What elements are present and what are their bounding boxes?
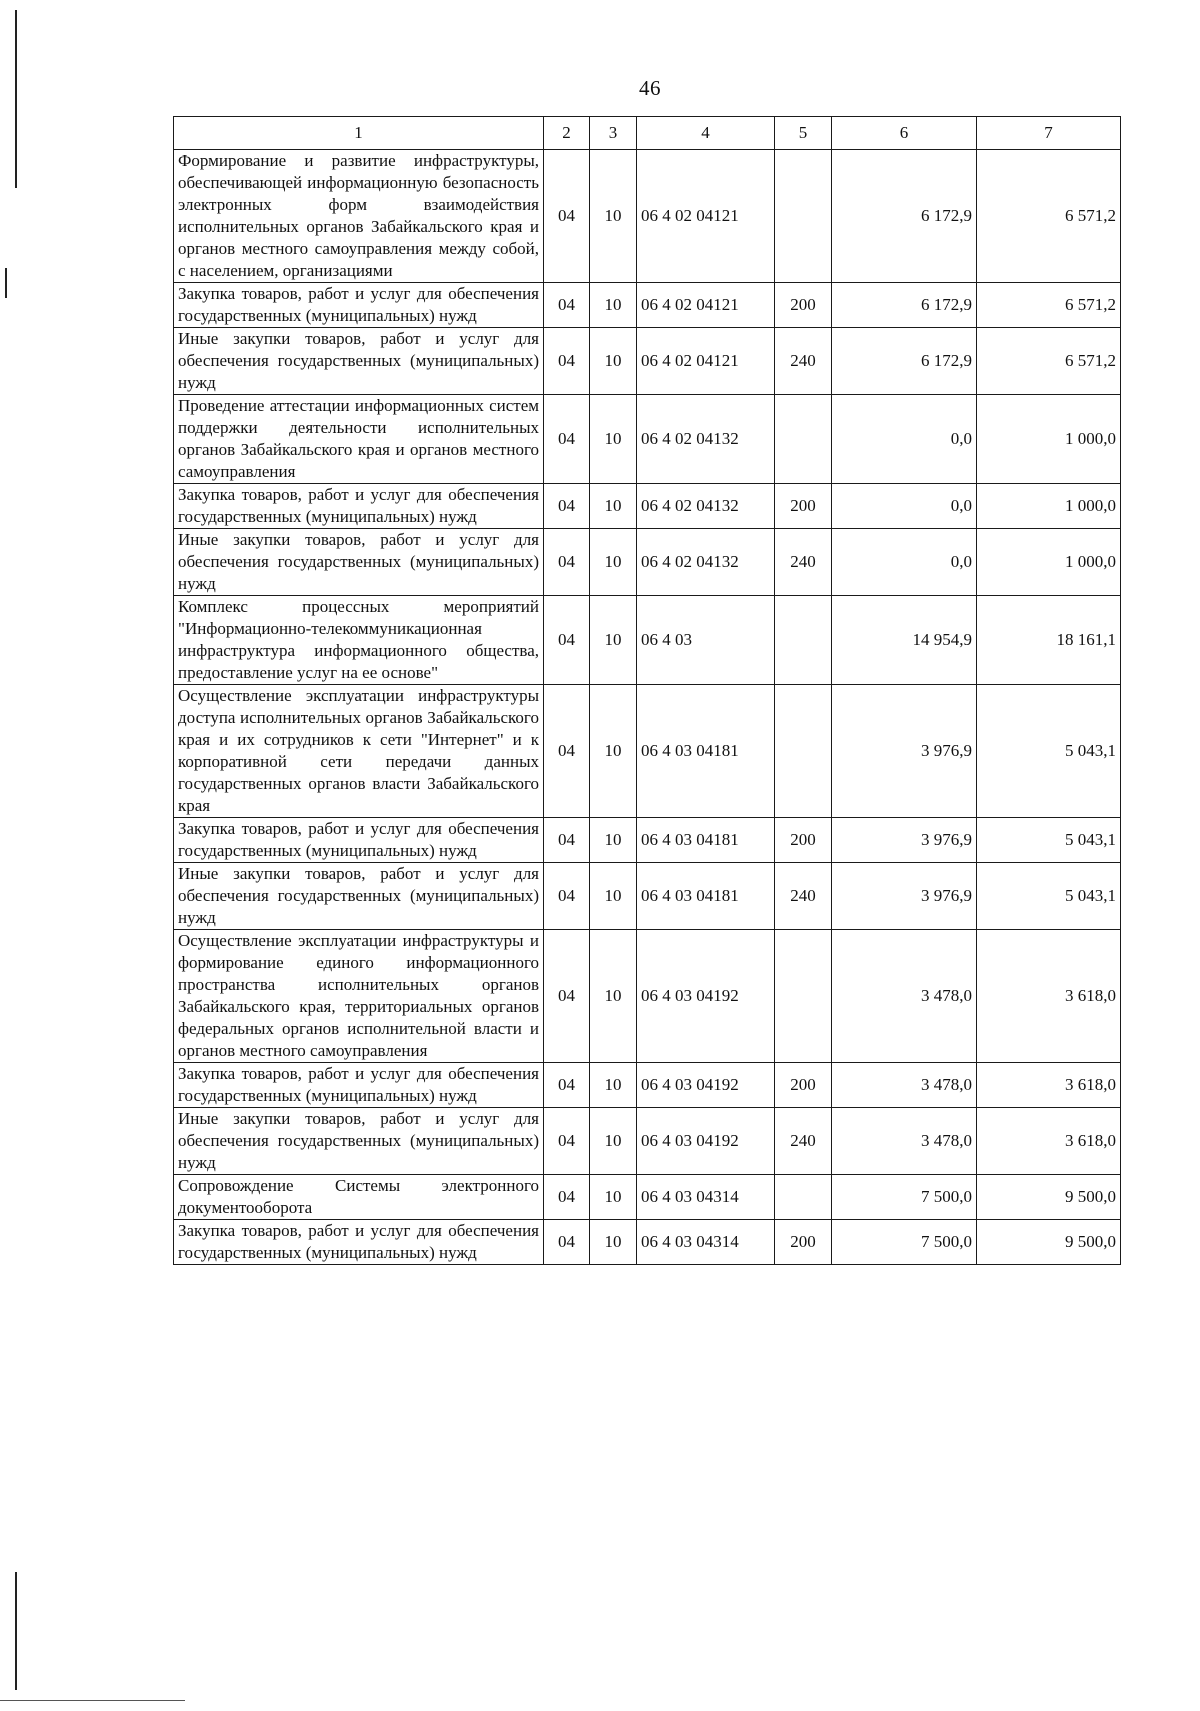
row-target-article-cell: 06 4 03 bbox=[637, 596, 775, 685]
row-section-cell: 04 bbox=[544, 1063, 590, 1108]
table-body bbox=[174, 150, 1121, 1265]
row-name-cell: Закупка товаров, работ и услуг для обеспечения государственных (муниципальных) нужд bbox=[174, 1063, 544, 1108]
row-amount-year1-cell: 0,0 bbox=[832, 484, 977, 529]
row-section-cell: 04 bbox=[544, 484, 590, 529]
row-amount-year2-cell: 5 043,1 bbox=[977, 818, 1121, 863]
row-section-cell: 04 bbox=[544, 1108, 590, 1175]
table-row bbox=[174, 150, 1121, 283]
row-section-cell: 04 bbox=[544, 283, 590, 328]
row-subsection-cell: 10 bbox=[590, 1175, 637, 1220]
row-amount-year2-cell: 6 571,2 bbox=[977, 328, 1121, 395]
row-amount-year1-cell: 0,0 bbox=[832, 529, 977, 596]
column-header: 4 bbox=[637, 117, 775, 150]
row-expense-type-cell: 200 bbox=[775, 818, 832, 863]
row-target-article-cell: 06 4 03 04181 bbox=[637, 818, 775, 863]
row-subsection-cell: 10 bbox=[590, 1108, 637, 1175]
row-subsection-cell: 10 bbox=[590, 283, 637, 328]
row-amount-year2-cell: 5 043,1 bbox=[977, 685, 1121, 818]
row-name-cell: Формирование и развитие инфраструктуры, обеспечивающей информационную безопасность электронных форм взаимодействия исполнительных органов Забайкальского края и органов местного самоуправления между собой, с населением, организациями bbox=[174, 150, 544, 283]
row-target-article-cell: 06 4 03 04192 bbox=[637, 1108, 775, 1175]
row-subsection-cell: 10 bbox=[590, 484, 637, 529]
row-name-cell: Проведение аттестации информационных систем поддержки деятельности исполнительных органов Забайкальского края и органов местного самоуправления bbox=[174, 395, 544, 484]
column-header: 1 bbox=[174, 117, 544, 150]
table-row bbox=[174, 863, 1121, 930]
table-row bbox=[174, 1175, 1121, 1220]
row-amount-year1-cell: 3 478,0 bbox=[832, 1108, 977, 1175]
row-section-cell: 04 bbox=[544, 596, 590, 685]
row-subsection-cell: 10 bbox=[590, 529, 637, 596]
row-amount-year2-cell: 3 618,0 bbox=[977, 1108, 1121, 1175]
row-name-cell: Осуществление эксплуатации инфраструктуры и формирование единого информационного пространства исполнительных органов Забайкальского края, территориальных органов федеральных органов исполнительной власти и органов местного самоуправления bbox=[174, 930, 544, 1063]
row-name-cell: Закупка товаров, работ и услуг для обеспечения государственных (муниципальных) нужд bbox=[174, 1220, 544, 1265]
row-subsection-cell: 10 bbox=[590, 818, 637, 863]
table-row bbox=[174, 1063, 1121, 1108]
row-target-article-cell: 06 4 03 04181 bbox=[637, 863, 775, 930]
row-expense-type-cell bbox=[775, 685, 832, 818]
row-expense-type-cell bbox=[775, 1175, 832, 1220]
row-name-cell: Комплекс процессных мероприятий "Информационно-телекоммуникационная инфраструктура информационного общества, предоставление услуг на ее основе" bbox=[174, 596, 544, 685]
row-subsection-cell: 10 bbox=[590, 328, 637, 395]
row-amount-year1-cell: 3 976,9 bbox=[832, 863, 977, 930]
row-section-cell: 04 bbox=[544, 863, 590, 930]
row-target-article-cell: 06 4 03 04192 bbox=[637, 1063, 775, 1108]
row-amount-year2-cell: 18 161,1 bbox=[977, 596, 1121, 685]
row-name-cell: Сопровождение Системы электронного документооборота bbox=[174, 1175, 544, 1220]
row-subsection-cell: 10 bbox=[590, 1220, 637, 1265]
row-target-article-cell: 06 4 02 04121 bbox=[637, 283, 775, 328]
table-row bbox=[174, 1108, 1121, 1175]
row-amount-year2-cell: 6 571,2 bbox=[977, 283, 1121, 328]
row-section-cell: 04 bbox=[544, 395, 590, 484]
row-subsection-cell: 10 bbox=[590, 395, 637, 484]
row-name-cell: Иные закупки товаров, работ и услуг для обеспечения государственных (муниципальных) нужд bbox=[174, 863, 544, 930]
row-amount-year2-cell: 6 571,2 bbox=[977, 150, 1121, 283]
table-row bbox=[174, 1220, 1121, 1265]
row-target-article-cell: 06 4 03 04181 bbox=[637, 685, 775, 818]
table-row bbox=[174, 685, 1121, 818]
row-amount-year1-cell: 6 172,9 bbox=[832, 150, 977, 283]
row-target-article-cell: 06 4 03 04314 bbox=[637, 1175, 775, 1220]
row-amount-year1-cell: 3 478,0 bbox=[832, 1063, 977, 1108]
row-target-article-cell: 06 4 02 04132 bbox=[637, 395, 775, 484]
row-amount-year2-cell: 1 000,0 bbox=[977, 484, 1121, 529]
row-expense-type-cell: 240 bbox=[775, 529, 832, 596]
row-name-cell: Иные закупки товаров, работ и услуг для обеспечения государственных (муниципальных) нужд bbox=[174, 1108, 544, 1175]
scan-edge-line-mid bbox=[5, 268, 7, 298]
column-header: 7 bbox=[977, 117, 1121, 150]
row-section-cell: 04 bbox=[544, 328, 590, 395]
row-expense-type-cell: 240 bbox=[775, 863, 832, 930]
row-name-cell: Закупка товаров, работ и услуг для обеспечения государственных (муниципальных) нужд bbox=[174, 484, 544, 529]
row-amount-year2-cell: 3 618,0 bbox=[977, 930, 1121, 1063]
scan-edge-line-bottom bbox=[15, 1572, 17, 1690]
row-target-article-cell: 06 4 03 04314 bbox=[637, 1220, 775, 1265]
row-expense-type-cell bbox=[775, 150, 832, 283]
row-amount-year2-cell: 1 000,0 bbox=[977, 529, 1121, 596]
row-expense-type-cell bbox=[775, 930, 832, 1063]
row-target-article-cell: 06 4 03 04192 bbox=[637, 930, 775, 1063]
row-amount-year2-cell: 5 043,1 bbox=[977, 863, 1121, 930]
row-name-cell: Осуществление эксплуатации инфраструктуры доступа исполнительных органов Забайкальского края и их сотрудников к сети "Интернет" и к корпоративной сети передачи данных государственных органов власти Забайкальского края bbox=[174, 685, 544, 818]
row-target-article-cell: 06 4 02 04121 bbox=[637, 150, 775, 283]
column-header: 6 bbox=[832, 117, 977, 150]
table-row bbox=[174, 395, 1121, 484]
row-target-article-cell: 06 4 02 04132 bbox=[637, 529, 775, 596]
table-row bbox=[174, 930, 1121, 1063]
row-name-cell: Иные закупки товаров, работ и услуг для обеспечения государственных (муниципальных) нужд bbox=[174, 529, 544, 596]
row-expense-type-cell: 200 bbox=[775, 283, 832, 328]
table-row bbox=[174, 484, 1121, 529]
table-row bbox=[174, 328, 1121, 395]
row-section-cell: 04 bbox=[544, 1175, 590, 1220]
row-amount-year1-cell: 6 172,9 bbox=[832, 328, 977, 395]
row-expense-type-cell: 200 bbox=[775, 1220, 832, 1265]
row-name-cell: Иные закупки товаров, работ и услуг для обеспечения государственных (муниципальных) нужд bbox=[174, 328, 544, 395]
row-section-cell: 04 bbox=[544, 930, 590, 1063]
header-row bbox=[174, 117, 1121, 150]
row-section-cell: 04 bbox=[544, 818, 590, 863]
page-number: 46 bbox=[639, 76, 661, 100]
row-expense-type-cell: 240 bbox=[775, 328, 832, 395]
scan-footer-line bbox=[0, 1700, 185, 1701]
table-row bbox=[174, 529, 1121, 596]
row-amount-year2-cell: 9 500,0 bbox=[977, 1175, 1121, 1220]
row-section-cell: 04 bbox=[544, 150, 590, 283]
row-amount-year2-cell: 3 618,0 bbox=[977, 1063, 1121, 1108]
column-header: 5 bbox=[775, 117, 832, 150]
row-amount-year1-cell: 3 976,9 bbox=[832, 818, 977, 863]
row-amount-year1-cell: 0,0 bbox=[832, 395, 977, 484]
row-section-cell: 04 bbox=[544, 685, 590, 818]
row-amount-year1-cell: 6 172,9 bbox=[832, 283, 977, 328]
row-name-cell: Закупка товаров, работ и услуг для обеспечения государственных (муниципальных) нужд bbox=[174, 818, 544, 863]
row-subsection-cell: 10 bbox=[590, 863, 637, 930]
table-row bbox=[174, 818, 1121, 863]
row-subsection-cell: 10 bbox=[590, 1063, 637, 1108]
row-amount-year1-cell: 7 500,0 bbox=[832, 1175, 977, 1220]
row-expense-type-cell: 200 bbox=[775, 484, 832, 529]
row-name-cell: Закупка товаров, работ и услуг для обеспечения государственных (муниципальных) нужд bbox=[174, 283, 544, 328]
row-amount-year1-cell: 14 954,9 bbox=[832, 596, 977, 685]
row-target-article-cell: 06 4 02 04132 bbox=[637, 484, 775, 529]
row-amount-year1-cell: 3 976,9 bbox=[832, 685, 977, 818]
table-row bbox=[174, 283, 1121, 328]
row-section-cell: 04 bbox=[544, 529, 590, 596]
row-subsection-cell: 10 bbox=[590, 685, 637, 818]
row-expense-type-cell bbox=[775, 395, 832, 484]
column-header: 2 bbox=[544, 117, 590, 150]
row-expense-type-cell: 200 bbox=[775, 1063, 832, 1108]
row-section-cell: 04 bbox=[544, 1220, 590, 1265]
row-subsection-cell: 10 bbox=[590, 930, 637, 1063]
row-amount-year2-cell: 1 000,0 bbox=[977, 395, 1121, 484]
row-amount-year1-cell: 7 500,0 bbox=[832, 1220, 977, 1265]
row-amount-year1-cell: 3 478,0 bbox=[832, 930, 977, 1063]
row-subsection-cell: 10 bbox=[590, 150, 637, 283]
table-row bbox=[174, 596, 1121, 685]
row-expense-type-cell: 240 bbox=[775, 1108, 832, 1175]
row-target-article-cell: 06 4 02 04121 bbox=[637, 328, 775, 395]
column-header: 3 bbox=[590, 117, 637, 150]
row-amount-year2-cell: 9 500,0 bbox=[977, 1220, 1121, 1265]
budget-table bbox=[173, 116, 1121, 1265]
row-expense-type-cell bbox=[775, 596, 832, 685]
row-subsection-cell: 10 bbox=[590, 596, 637, 685]
